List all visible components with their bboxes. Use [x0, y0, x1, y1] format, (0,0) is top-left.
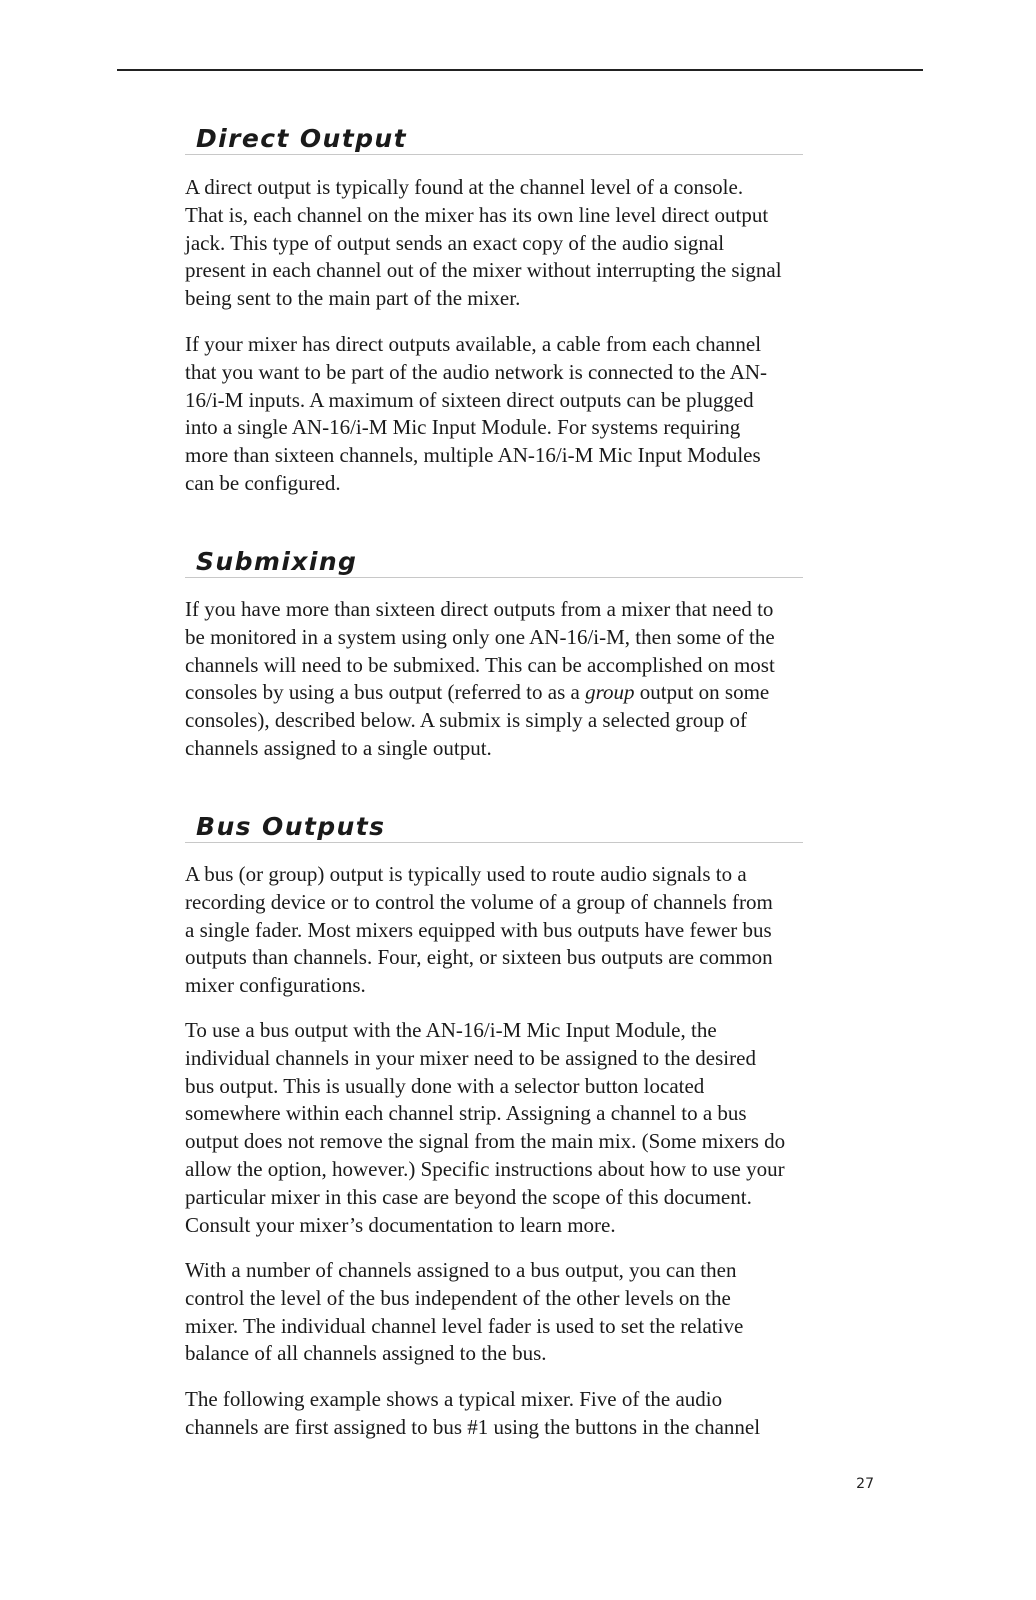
emphasized-term: group [585, 680, 635, 705]
paragraph-direct-output-2 [185, 331, 865, 498]
text-line: a single fader. Most mixers equipped with bus outputs have fewer bus [185, 917, 772, 942]
text-line: being sent to the main part of the mixer. [185, 286, 521, 311]
text-line: 16/i-M inputs. A maximum of sixteen direct outputs can be plugged [185, 387, 754, 412]
text-line: To use a bus output with the AN-16/i-M Mic Input Module, the [185, 1018, 717, 1042]
text-line: more than sixteen channels, multiple AN-16/i-M Mic Input Modules [185, 443, 761, 468]
header-rule [117, 69, 923, 71]
text-line [185, 679, 865, 707]
text-line: individual channels in your mixer need to be assigned to the desired [185, 1045, 756, 1070]
paragraph-bus-outputs-1 [185, 861, 865, 1000]
heading-direct-output: Direct Output [185, 124, 803, 155]
paragraph-submixing-1 [185, 596, 865, 763]
text-line: outputs than channels. Four, eight, or sixteen bus outputs are common [185, 945, 773, 970]
text-line: balance of all channels assigned to the bus. [185, 1341, 547, 1366]
text-line: be monitored in a system using only one AN-16/i-M, then some of the [185, 624, 775, 649]
text-line: bus output. This is usually done with a selector button located [185, 1073, 705, 1098]
text-line: somewhere within each channel strip. Assigning a channel to a bus [185, 1101, 747, 1126]
text-line: mixer configurations. [185, 973, 366, 998]
text-line: If you have more than sixteen direct outputs from a mixer that need to [185, 597, 774, 621]
text-line: With a number of channels assigned to a bus output, you can then [185, 1258, 737, 1282]
paragraph-bus-outputs-2 [185, 1017, 865, 1239]
text-line: channels assigned to a single output. [185, 735, 492, 760]
text-line: recording device or to control the volume of a group of channels from [185, 889, 773, 914]
text-line: into a single AN-16/i-M Mic Input Module. For systems requiring [185, 415, 741, 440]
paragraph-bus-outputs-3 [185, 1257, 865, 1368]
text-line: A direct output is typically found at the channel level of a console. [185, 175, 744, 199]
text-line: A bus (or group) output is typically used to route audio signals to a [185, 862, 747, 886]
text-line: That is, each channel on the mixer has its own line level direct output [185, 202, 769, 227]
text-line: that you want to be part of the audio network is connected to the AN- [185, 359, 768, 384]
heading-bus-outputs: Bus Outputs [185, 812, 803, 843]
text-line: present in each channel out of the mixer without interrupting the signal [185, 258, 782, 283]
text-line: jack. This type of output sends an exact copy of the audio signal [185, 230, 725, 255]
heading-submixing: Submixing [185, 547, 803, 578]
text-line: mixer. The individual channel level fader is used to set the relative [185, 1313, 744, 1338]
paragraph-bus-outputs-4 [185, 1386, 865, 1442]
text-line: output does not remove the signal from the main mix. (Some mixers do [185, 1129, 786, 1154]
text-line: can be configured. [185, 470, 341, 495]
text-run: output on some [634, 680, 770, 705]
text-line: The following example shows a typical mixer. Five of the audio [185, 1387, 723, 1411]
text-line: channels are first assigned to bus #1 using the buttons in the channel [185, 1414, 761, 1439]
text-line: allow the option, however.) Specific instructions about how to use your [185, 1156, 785, 1181]
text-line: channels will need to be submixed. This can be accomplished on most [185, 652, 775, 677]
text-run: consoles by using a bus output (referred to as a [185, 680, 586, 705]
paragraph-direct-output-1 [185, 174, 865, 313]
text-line: particular mixer in this case are beyond the scope of this document. [185, 1184, 752, 1209]
text-line: consoles), described below. A submix is simply a selected group of [185, 708, 748, 733]
text-line: If your mixer has direct outputs available, a cable from each channel [185, 332, 762, 356]
text-line: control the level of the bus independent of the other levels on the [185, 1285, 731, 1310]
text-line: Consult your mixer’s documentation to learn more. [185, 1212, 616, 1237]
page-number: 27 [856, 1476, 874, 1492]
